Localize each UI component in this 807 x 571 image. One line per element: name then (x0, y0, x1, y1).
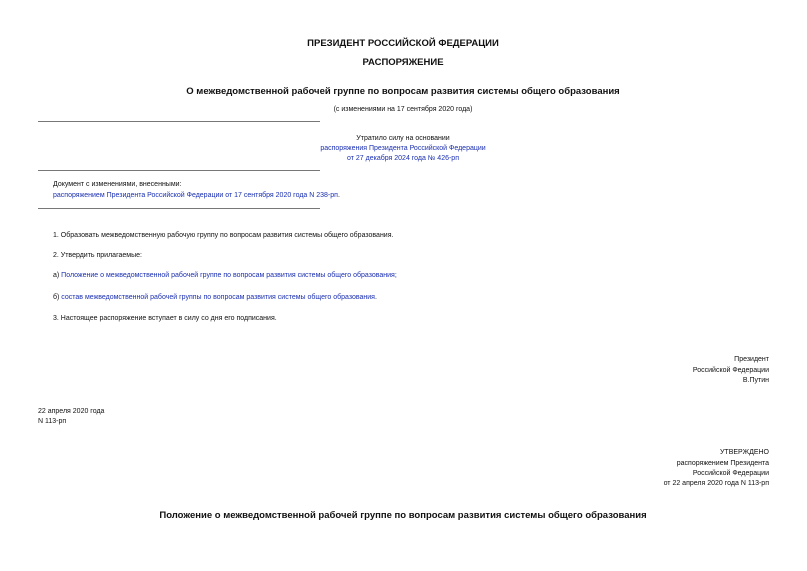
amendments-line (53, 192, 340, 199)
paragraph-a (53, 272, 397, 279)
divider (38, 208, 320, 209)
paragraph-b (53, 294, 377, 301)
section-title: Положение о межведомственной рабочей группе по вопросам развития системы общего образования (159, 510, 647, 521)
paragraph-2: 2. Утвердить прилагаемые: (53, 252, 142, 259)
document-title: О межведомственной рабочей группе по вопросам развития системы общего образования (186, 86, 620, 97)
amendment-link[interactable]: распоряжением Президента Российской Федерации от 17 сентября 2020 года N 238-рп (53, 192, 338, 199)
document-type: РАСПОРЯЖЕНИЕ (362, 57, 444, 68)
repeal-line-1: Утратило силу на основании (356, 135, 450, 142)
document-number: N 113-рп (38, 418, 67, 425)
signature-line-1: Президент (734, 356, 769, 363)
approval-line-1: УТВЕРЖДЕНО (719, 449, 769, 456)
approval-line-4: от 22 апреля 2020 года N 113-рп (663, 480, 769, 487)
approval-line-3: Российской Федерации (692, 470, 769, 477)
repeal-link-line-2[interactable]: распоряжения Президента Российской Федерации (320, 145, 486, 152)
document-date: 22 апреля 2020 года (38, 408, 105, 415)
composition-link[interactable]: состав межведомственной рабочей группы по вопросам развития системы общего образования (61, 294, 375, 301)
amendment-suffix: . (337, 192, 340, 199)
divider (38, 170, 320, 171)
paragraph-3: 3. Настоящее распоряжение вступает в силу со дня его подписания. (53, 315, 277, 322)
repeal-link-line-3[interactable]: от 27 декабря 2024 года № 426-рп (347, 155, 459, 162)
president-heading: ПРЕЗИДЕНТ РОССИЙСКОЙ ФЕДЕРАЦИИ (307, 38, 499, 49)
changes-note: (с изменениями на 17 сентября 2020 года) (333, 106, 473, 113)
item-a-prefix: а) (53, 272, 62, 279)
signature-line-3: В.Путин (742, 377, 769, 384)
divider (38, 121, 320, 122)
signature-line-2: Российской Федерации (692, 367, 769, 374)
regulation-link[interactable]: Положение о межведомственной рабочей группе по вопросам развития системы общего образования; (61, 272, 397, 279)
paragraph-1: 1. Образовать межведомственную рабочую группу по вопросам развития системы общего образования. (53, 232, 394, 239)
item-b-suffix: . (374, 294, 377, 301)
amendments-label: Документ с изменениями, внесенными: (53, 181, 182, 188)
approval-line-2: распоряжением Президента (676, 460, 769, 467)
item-b-prefix: б) (53, 294, 62, 301)
